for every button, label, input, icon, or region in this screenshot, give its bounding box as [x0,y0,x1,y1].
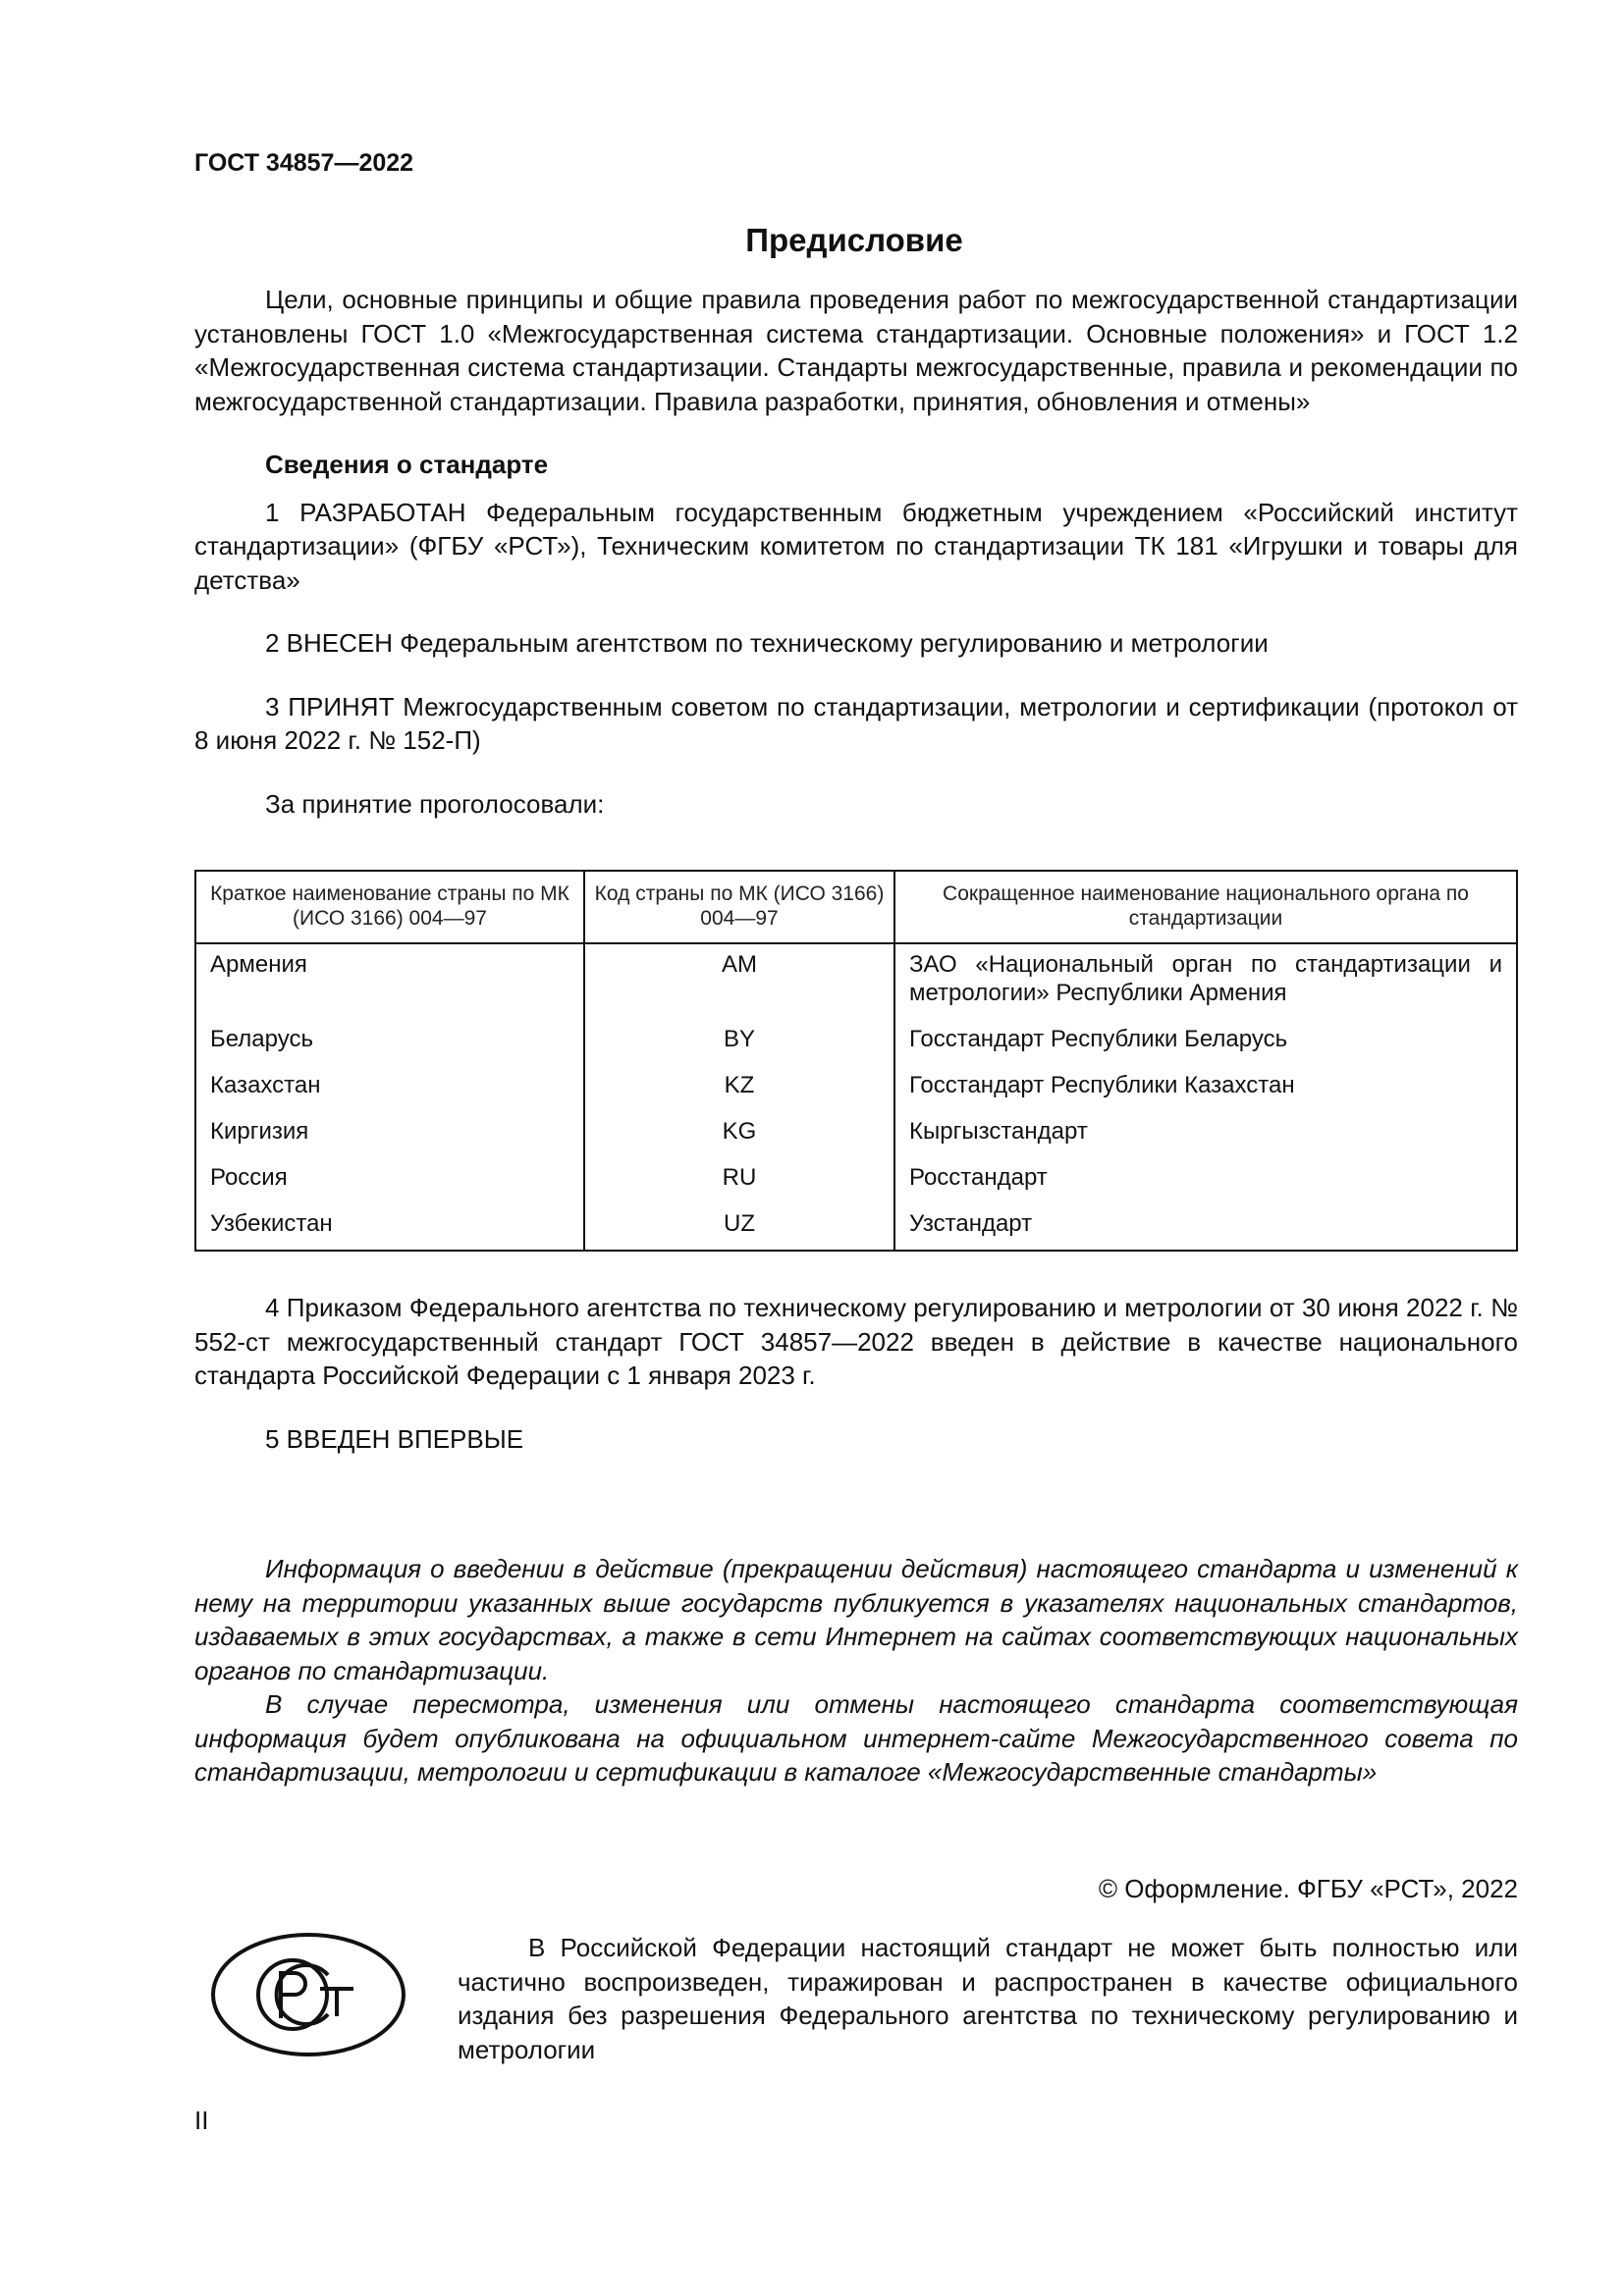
cell-org: Узстандарт [894,1203,1517,1251]
cell-country: Киргизия [195,1111,584,1157]
item-4: 4 Приказом Федерального агентства по техническому регулированию и метрологии от 30 июня 2022 г. № 552-ст межгосударственный стандарт ГОСТ 34857—2022 введен в действие в качестве национального стандарта Российской Федерации с 1 января 2023 г. [194,1293,1518,1390]
cell-country: Армения [195,943,584,1019]
page-title: Предисловие [745,222,963,258]
info-heading: Сведения о стандарте [265,450,549,479]
preface-body [194,283,1518,821]
cell-country: Казахстан [195,1065,584,1111]
copyright-notice [458,1931,1518,2066]
cell-code: BY [584,1019,894,1065]
table-row [195,943,1517,1019]
table-row [195,1203,1517,1251]
table-row [195,1019,1517,1065]
table-row [195,1157,1517,1203]
item-5: 5 ВВЕДЕН ВПЕРВЫЕ [265,1423,524,1454]
page-number: II [194,2106,209,2135]
rst-logo-icon [210,1932,406,2057]
italic-paragraph-1: Информация о введении в действие (прекращении действия) настоящего стандарта и изменений к нему на территории указанных выше государств публикуется в указателях национальных стандартов, издаваемых в этих государствах, а также в сети Интернет на сайтах соответствующих национальных органов по стандартизации. [194,1554,1518,1685]
table-row [195,1111,1517,1157]
header-org: Сокращенное наименование национального органа по стандартизации [894,871,1517,943]
intro-paragraph: Цели, основные принципы и общие правила проведения работ по межгосударственной стандартизации установлены ГОСТ 1.0 «Межгосударственная система стандартизации. Основные положения» и ГОСТ 1.2 «Межгосударственная система стандартизации. Стандарты межгосударственные, правила и рекомендации по межгосударственной стандартизации. Правила разработки, принятия, обновления и отмены» [194,285,1518,416]
preface-body-continued [194,1291,1518,1456]
cell-org: Росстандарт [894,1157,1517,1203]
cell-org: ЗАО «Национальный орган по стандартизации и метрологии» Республики Армения [894,943,1517,1019]
item-1: 1 РАЗРАБОТАН Федеральным государственным бюджетным учреждением «Российский институт стандартизации» (ФГБУ «РСТ»), Техническим комитетом по стандартизации ТК 181 «Игрушки и товары для детства» [194,497,1518,595]
item-3: 3 ПРИНЯТ Межгосударственным советом по стандартизации, метрологии и сертификации (протокол от 8 июня 2022 г. № 152-П) [194,691,1518,755]
cell-country: Беларусь [195,1019,584,1065]
header-country: Краткое наименование страны по МК (ИСО 3166) 004—97 [195,871,584,943]
cell-code: KZ [584,1065,894,1111]
italic-notice [194,1552,1518,1789]
notice-paragraph: В Российской Федерации настоящий стандарт не может быть полностью или частично воспроизведен, тиражирован и распространен в качестве официального издания без разрешения Федерального агентства по техническому регулированию и метрологии [458,1933,1518,2064]
cell-code: KG [584,1111,894,1157]
cell-code: UZ [584,1203,894,1251]
cell-country: Узбекистан [195,1203,584,1251]
cell-code: AM [584,943,894,1019]
item-2: 2 ВНЕСЕН Федеральным агентством по техническому регулированию и метрологии [265,628,1269,658]
cell-country: Россия [195,1157,584,1203]
cell-org: Кыргызстандарт [894,1111,1517,1157]
table-row [195,1065,1517,1111]
standard-header: ГОСТ 34857—2022 [194,149,414,177]
cell-org: Госстандарт Республики Беларусь [894,1019,1517,1065]
voting-table [194,870,1518,1252]
header-code: Код страны по МК (ИСО 3166) 004—97 [584,871,894,943]
cell-org: Госстандарт Республики Казахстан [894,1065,1517,1111]
voted-label: За принятие проголосовали: [265,788,605,819]
italic-paragraph-2: В случае пересмотра, изменения или отмены настоящего стандарта соответствующая информация будет опубликована на официальном интернет-сайте Межгосударственного совета по стандартизации, метрологии и сертификации в каталоге «Межгосударственные стандарты» [194,1689,1518,1787]
cell-code: RU [584,1157,894,1203]
copyright-line: © Оформление. ФГБУ «РСТ», 2022 [1098,1874,1518,1903]
table-header-row [195,871,1517,943]
